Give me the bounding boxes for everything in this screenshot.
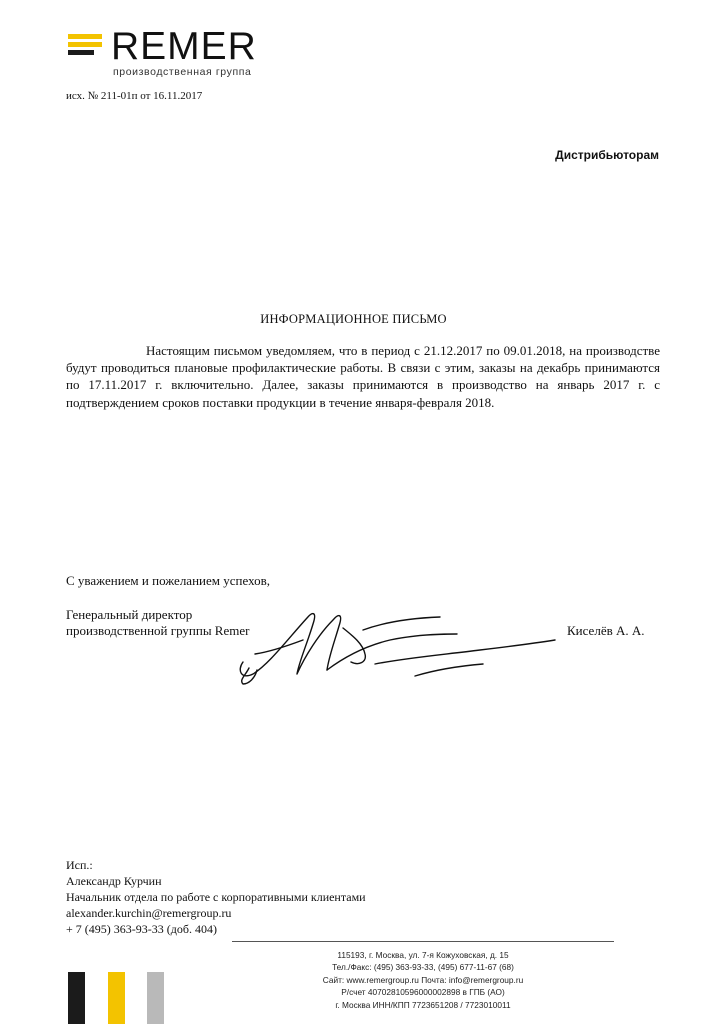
brand-bar-yellow bbox=[108, 972, 125, 1024]
signatory-name: Киселёв А. А. bbox=[567, 623, 645, 638]
footer-web-mail: Сайт: www.remergroup.ru Почта: info@remergroup.ru bbox=[322, 974, 524, 985]
footer-contacts bbox=[232, 949, 614, 1011]
outgoing-reference: исх. № 211-01п от 16.11.2017 bbox=[66, 90, 203, 102]
footer-divider bbox=[232, 941, 614, 942]
executor-label: Исп.: bbox=[66, 858, 93, 872]
logo-wordmark: REMER bbox=[111, 25, 257, 68]
brand-bar-gray bbox=[147, 972, 164, 1024]
footer-tax-ids: г. Москва ИНН/КПП 7723651208 / 7723010011 bbox=[335, 999, 511, 1010]
footer-phones: Тел./Факс: (495) 363-93-33, (495) 677-11-67 (68) bbox=[332, 962, 514, 973]
closing-phrase: С уважением и пожеланием успехов, bbox=[66, 573, 270, 588]
executor-name: Александр Курчин bbox=[66, 874, 162, 888]
signatory-position-line2: производственной группы Remer bbox=[66, 623, 250, 638]
letter-body: Настоящим письмом уведомляем, что в период с 21.12.2017 по 09.01.2018, на производстве будут проводиться плановые профилактические работы. В связи с этим, заказы на декабрь принимаются по 17.11.2017 г. включительно. Далее, заказы принимаются в производство на январь 2017 г. с подтверждением сроков поставки продукции в течение января-февраля 2018. bbox=[66, 343, 660, 410]
footer-address: 115193, г. Москва, ул. 7-я Кожуховская, д. 15 bbox=[337, 950, 509, 960]
executor-email[interactable]: alexander.kurchin@remergroup.ru bbox=[66, 906, 232, 920]
letter-title: ИНФОРМАЦИОННОЕ ПИСЬМО bbox=[260, 312, 447, 326]
footer-account: Р/счет 40702810596000002898 в ГПБ (АО) bbox=[341, 987, 505, 998]
brand-bar-dark bbox=[68, 972, 85, 1024]
logo-stripes-icon bbox=[68, 34, 102, 64]
handwritten-signature bbox=[235, 600, 565, 685]
addressee: Дистрибьюторам bbox=[555, 148, 659, 162]
signatory-position-line1: Генеральный директор bbox=[66, 607, 193, 622]
executor-phone: + 7 (495) 363-93-33 (доб. 404) bbox=[66, 922, 217, 936]
executor-position: Начальник отдела по работе с корпоративными клиентами bbox=[66, 890, 366, 904]
logo-tagline: производственная группа bbox=[113, 66, 252, 78]
